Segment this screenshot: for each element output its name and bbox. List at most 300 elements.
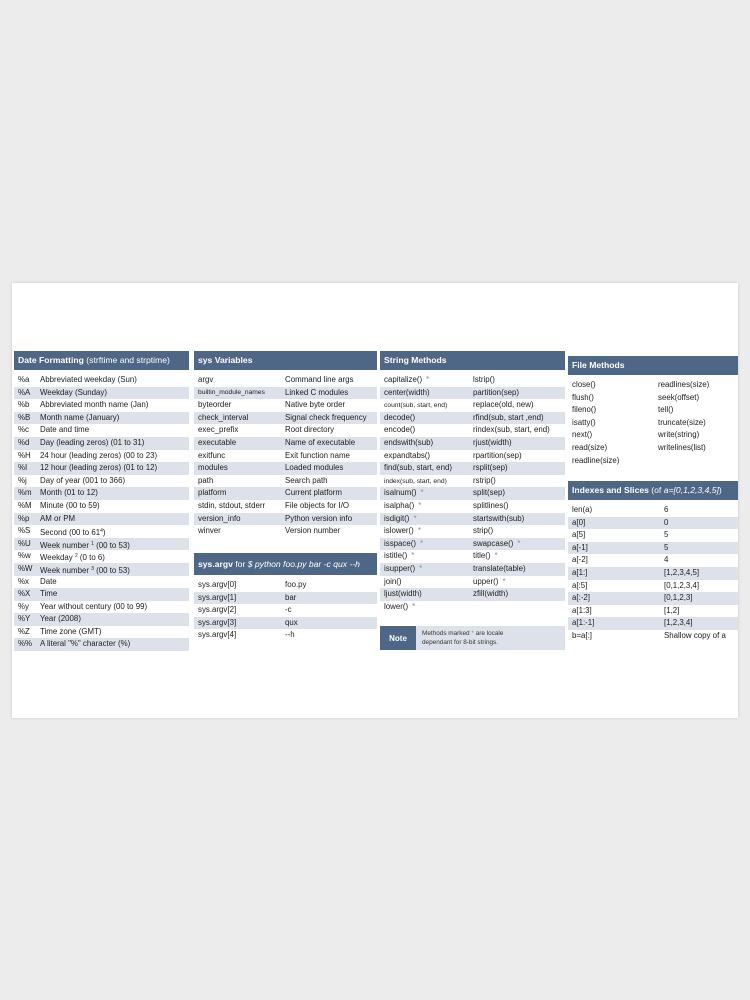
- slice-row: [568, 554, 738, 567]
- indexes-slices-title: Indexes and Slices: [572, 485, 649, 495]
- date-format-desc: [40, 613, 81, 626]
- string-method-name: istitle(): [384, 551, 408, 561]
- string-method-right: [473, 374, 495, 387]
- sys-variable-name: exec_prefix: [198, 425, 239, 435]
- string-method-name: strip(): [473, 526, 494, 536]
- locale-star-marker: *: [411, 551, 415, 561]
- sys-variable-desc: Name of executable: [285, 437, 356, 447]
- date-format-desc-text: 12 hour (leading zeros) (01 to 12): [40, 463, 158, 473]
- date-format-row: [14, 399, 189, 412]
- slice-row: [568, 542, 738, 555]
- string-method-name: count(sub, start, end): [384, 402, 448, 410]
- sys-argv-value: --h: [285, 630, 295, 640]
- string-method-name: isalpha(): [384, 500, 415, 510]
- date-format-code: %S: [18, 526, 31, 536]
- date-format-code: %m: [18, 488, 32, 498]
- date-format-row: [14, 525, 189, 538]
- indexes-slices-title-of: (of: [648, 485, 664, 495]
- file-method-left: flush(): [572, 392, 594, 402]
- cheat-sheet: [12, 283, 738, 718]
- date-format-desc-text: Date and time: [40, 425, 90, 435]
- date-formatting-title: Date Formatting: [18, 355, 84, 365]
- sys-variable-name: stdin, stdout, stderr: [198, 500, 266, 510]
- sys-variable-desc: Python version info: [285, 513, 353, 523]
- string-method-row: [380, 513, 565, 526]
- date-format-desc-text: A literal "%" character (%): [40, 639, 131, 649]
- string-method-name: join(): [384, 576, 402, 586]
- file-method-right: seek(offset): [658, 392, 700, 402]
- date-format-desc: [40, 450, 157, 463]
- string-method-name: replace(old, new): [473, 400, 534, 410]
- string-method-left: [384, 588, 422, 601]
- slice-row: [568, 504, 738, 517]
- date-format-code: %U: [18, 538, 31, 548]
- slice-result: [1,2,3,4,5]: [664, 567, 700, 577]
- date-format-code: %Y: [18, 614, 31, 624]
- string-method-row: [380, 374, 565, 387]
- date-format-desc-text: AM or PM: [40, 513, 76, 523]
- string-method-name: expandtabs(): [384, 450, 431, 460]
- sys-variable-name: executable: [198, 437, 237, 447]
- file-method-left: isatty(): [572, 417, 596, 427]
- file-methods-header: [568, 356, 738, 375]
- date-format-desc: [40, 412, 119, 425]
- string-method-left: [384, 601, 415, 614]
- string-method-name: encode(): [384, 425, 416, 435]
- sys-argv-value: foo.py: [285, 580, 307, 589]
- string-method-name: partition(sep): [473, 387, 520, 397]
- string-method-row: [380, 487, 565, 500]
- string-method-right: [473, 450, 522, 463]
- date-format-desc: [40, 601, 147, 614]
- date-format-desc-after: (00 to 53): [93, 565, 130, 575]
- date-format-desc-text: Date: [40, 576, 57, 586]
- string-method-name: rjust(width): [473, 437, 512, 447]
- sys-argv-row: [194, 604, 377, 617]
- string-method-left: [384, 500, 421, 513]
- string-method-row: [380, 588, 565, 601]
- slice-expression: len(a): [572, 505, 593, 514]
- indexes-slices-title-close: ): [718, 485, 722, 495]
- string-method-right: [473, 563, 526, 576]
- sys-argv-name: sys.argv[3]: [198, 617, 237, 627]
- locale-star-marker: *: [413, 513, 417, 523]
- file-method-right: writelines(list): [658, 442, 706, 452]
- date-format-code: %B: [18, 412, 31, 422]
- sys-variables-header: [194, 351, 377, 370]
- date-format-row: [14, 613, 189, 626]
- date-format-desc-text: Day of year (001 to 366): [40, 475, 126, 485]
- indexes-slices-section: [568, 481, 738, 643]
- sys-variable-desc: Search path: [285, 475, 328, 485]
- string-method-left: [384, 550, 414, 563]
- date-format-desc-after: ): [102, 528, 106, 538]
- file-method-row: [568, 429, 738, 442]
- file-method-left: readline(size): [572, 455, 620, 465]
- slice-result: 4: [664, 555, 669, 565]
- string-method-name: isspace(): [384, 538, 417, 548]
- date-format-desc: [40, 500, 100, 513]
- slice-expression: a[1:]: [572, 567, 588, 577]
- footnote-marker: 2: [74, 553, 78, 560]
- date-format-row: [14, 550, 189, 563]
- date-format-desc-after: (0 to 6): [77, 553, 105, 563]
- sys-variable-row: [194, 387, 377, 400]
- string-method-left: [384, 437, 433, 450]
- date-formatting-section: [14, 351, 189, 651]
- date-format-row: [14, 601, 189, 614]
- date-format-row: [14, 487, 189, 500]
- date-format-desc: [40, 588, 57, 601]
- date-format-code: %A: [18, 387, 31, 397]
- date-format-desc: [40, 424, 89, 437]
- date-format-desc-text: Week number: [40, 540, 92, 550]
- date-format-code: %d: [18, 437, 30, 447]
- file-method-right: readlines(size): [658, 380, 710, 389]
- locale-star-marker: *: [494, 551, 498, 561]
- string-method-left: [384, 450, 430, 463]
- slice-expression: a[-1]: [572, 542, 588, 552]
- string-method-row: [380, 450, 565, 463]
- string-method-name: swapcase(): [473, 538, 514, 548]
- sys-argv-title-for: for: [232, 559, 248, 569]
- sys-variable-row: [194, 399, 377, 412]
- string-method-row: [380, 525, 565, 538]
- date-format-desc: [40, 638, 130, 651]
- string-method-name: capitalize(): [384, 375, 423, 384]
- slice-expression: a[:5]: [572, 580, 588, 590]
- date-format-desc-text: 24 hour (leading zeros) (00 to 23): [40, 450, 158, 460]
- note-text: [422, 630, 522, 647]
- sys-variables-title: sys Variables: [198, 355, 253, 365]
- string-method-name: ljust(width): [384, 589, 422, 599]
- note-text-before: Methods marked: [422, 630, 472, 637]
- sys-argv-value: bar: [285, 592, 297, 602]
- sys-argv-section: [194, 553, 377, 642]
- date-format-desc: [40, 487, 98, 500]
- date-format-code: %w: [18, 551, 31, 561]
- slice-row: [568, 592, 738, 605]
- string-method-row: [380, 576, 565, 589]
- sys-variable-desc: Loaded modules: [285, 463, 344, 473]
- file-method-row: [568, 442, 738, 455]
- string-method-name: center(width): [384, 387, 430, 397]
- string-method-left: [384, 538, 423, 551]
- slice-row: [568, 580, 738, 593]
- string-method-right: [473, 387, 519, 400]
- date-format-code: %y: [18, 601, 29, 611]
- sys-argv-row: [194, 617, 377, 630]
- slice-expression: a[0]: [572, 517, 586, 527]
- locale-star-marker: *: [420, 538, 424, 548]
- indexes-slices-header: [568, 481, 738, 500]
- date-format-code: %p: [18, 513, 30, 523]
- sys-argv-name: sys.argv[2]: [198, 605, 237, 615]
- date-format-desc-text: Minute (00 to 59): [40, 500, 100, 510]
- string-methods-section: [380, 351, 565, 613]
- string-method-row: [380, 550, 565, 563]
- date-format-desc: [40, 374, 137, 387]
- date-format-desc-text: Weekday (Sunday): [40, 387, 107, 397]
- string-method-left: [384, 563, 422, 576]
- sys-argv-name: sys.argv[4]: [198, 630, 237, 640]
- locale-star-marker: *: [417, 526, 421, 536]
- sys-argv-value: qux: [285, 617, 298, 627]
- string-method-right: [473, 437, 512, 450]
- sys-variable-desc: Root directory: [285, 425, 335, 435]
- note-box: [380, 626, 565, 650]
- date-format-desc-text: Month (01 to 12): [40, 488, 98, 498]
- string-method-left: [384, 374, 429, 387]
- note-label: Note: [380, 626, 416, 650]
- slice-result: [0,1,2,3]: [664, 593, 693, 603]
- date-format-row: [14, 638, 189, 651]
- string-method-right: [473, 424, 550, 437]
- slice-result: 6: [664, 505, 669, 514]
- date-format-code: %b: [18, 400, 30, 410]
- sys-variable-desc: Native byte order: [285, 400, 346, 410]
- slice-expression: b=a[:]: [572, 630, 592, 640]
- date-format-row: [14, 588, 189, 601]
- slice-result: 5: [664, 530, 669, 540]
- date-format-row: [14, 513, 189, 526]
- sys-variable-row: [194, 450, 377, 463]
- string-method-right: [473, 576, 506, 589]
- string-method-row: [380, 462, 565, 475]
- string-method-row: [380, 500, 565, 513]
- string-method-right: [473, 399, 534, 412]
- date-format-row: [14, 387, 189, 400]
- indexes-slices-rows: [568, 504, 738, 643]
- string-method-right: [473, 500, 509, 513]
- string-method-right: [473, 513, 524, 526]
- sys-variable-name: winver: [198, 526, 221, 536]
- sys-variable-name: builtin_module_names: [198, 388, 265, 396]
- slice-expression: a[5]: [572, 530, 586, 540]
- sys-variable-name: exitfunc: [198, 450, 226, 460]
- string-method-name: rpartition(sep): [473, 450, 522, 460]
- date-formatting-header: [14, 351, 189, 370]
- string-method-name: lstrip(): [473, 375, 495, 384]
- locale-star-marker: *: [420, 488, 424, 498]
- sys-variable-desc: File objects for I/O: [285, 500, 350, 510]
- string-method-name: rsplit(sep): [473, 463, 508, 473]
- slice-expression: a[-2]: [572, 555, 588, 565]
- locale-star-marker: *: [412, 601, 416, 611]
- string-method-right: [473, 588, 508, 601]
- date-format-desc-text: Year without century (00 to 99): [40, 601, 148, 611]
- footnote-marker: 3: [91, 565, 94, 572]
- string-method-left: [384, 424, 415, 437]
- footnote-marker: 1: [91, 540, 94, 547]
- string-method-name: translate(table): [473, 563, 526, 573]
- sys-variables-rows: [194, 374, 377, 538]
- string-method-name: isdigit(): [384, 513, 410, 523]
- file-method-row: [568, 392, 738, 405]
- date-format-desc-text: Second (00 to 61: [40, 528, 101, 538]
- string-method-name: isalnum(): [384, 488, 417, 498]
- string-method-name: title(): [473, 551, 491, 561]
- string-method-right: [473, 525, 493, 538]
- date-format-desc-text: Time zone (GMT): [40, 626, 102, 636]
- string-method-left: [384, 475, 447, 489]
- date-format-desc-text: Abbreviated month name (Jan): [40, 400, 149, 410]
- sys-argv-name: sys.argv[0]: [198, 580, 237, 589]
- locale-star-marker: *: [419, 563, 423, 573]
- sys-variable-desc: Version number: [285, 526, 341, 536]
- string-method-left: [384, 399, 447, 413]
- date-format-desc-text: Month name (January): [40, 412, 120, 422]
- sys-variables-section: [194, 351, 377, 538]
- sys-argv-name: sys.argv[1]: [198, 592, 237, 602]
- date-format-row: [14, 437, 189, 450]
- string-method-right: [473, 462, 508, 475]
- slice-expression: a[1:-1]: [572, 618, 595, 628]
- date-format-row: [14, 626, 189, 639]
- file-method-left: read(size): [572, 442, 608, 452]
- sys-variable-name: check_interval: [198, 412, 249, 422]
- slice-row: [568, 567, 738, 580]
- date-format-desc-text: Day (leading zeros) (01 to 31): [40, 437, 145, 447]
- file-method-left: close(): [572, 380, 596, 389]
- sys-variable-row: [194, 500, 377, 513]
- file-methods-rows: [568, 379, 738, 467]
- string-method-row: [380, 601, 565, 614]
- date-format-desc-text: Time: [40, 589, 58, 599]
- string-method-left: [384, 513, 417, 526]
- sys-variable-row: [194, 487, 377, 500]
- file-method-left: fileno(): [572, 405, 597, 415]
- file-methods-title: File Methods: [572, 360, 625, 370]
- sys-variable-desc: Signal check frequency: [285, 412, 367, 422]
- date-format-row: [14, 450, 189, 463]
- string-method-name: startswith(sub): [473, 513, 525, 523]
- slice-row: [568, 605, 738, 618]
- slice-row: [568, 529, 738, 542]
- string-method-right: [473, 538, 520, 551]
- date-format-row: [14, 563, 189, 576]
- date-format-row: [14, 462, 189, 475]
- file-method-row: [568, 455, 738, 468]
- date-format-code: %%: [18, 639, 33, 649]
- date-formatting-rows: [14, 374, 189, 651]
- string-method-left: [384, 412, 415, 425]
- sys-variable-row: [194, 475, 377, 488]
- string-method-name: rindex(sub, start, end): [473, 425, 550, 435]
- string-method-row: [380, 475, 565, 488]
- footnote-marker: 4: [100, 528, 103, 535]
- string-method-name: endswith(sub): [384, 437, 434, 447]
- string-method-name: islower(): [384, 526, 414, 536]
- string-method-row: [380, 563, 565, 576]
- locale-star-marker: *: [418, 500, 422, 510]
- slice-expression: a[:-2]: [572, 593, 590, 603]
- string-method-left: [384, 487, 424, 500]
- date-format-desc: [40, 626, 102, 639]
- string-method-row: [380, 538, 565, 551]
- sys-variable-name: version_info: [198, 513, 241, 523]
- date-format-desc: [40, 399, 148, 412]
- sys-variable-row: [194, 462, 377, 475]
- slice-expression: a[1:3]: [572, 605, 592, 615]
- date-format-code: %c: [18, 425, 29, 435]
- sys-argv-value: -c: [285, 605, 292, 615]
- file-method-row: [568, 417, 738, 430]
- date-format-code: %X: [18, 589, 31, 599]
- sys-argv-row: [194, 579, 377, 592]
- sys-argv-row: [194, 592, 377, 605]
- string-method-row: [380, 424, 565, 437]
- date-format-desc: [40, 387, 107, 400]
- sys-variable-row: [194, 437, 377, 450]
- slice-result: [1,2,3,4]: [664, 618, 693, 628]
- string-method-left: [384, 525, 421, 538]
- note-text-after: are locale dependant for 8-bit strings.: [422, 630, 504, 646]
- date-format-code: %x: [18, 576, 29, 586]
- note-star: *: [471, 630, 474, 637]
- indexes-slices-title-expr: a=[0,1,2,3,4,5]: [663, 485, 719, 495]
- slice-result: Shallow copy of a: [664, 630, 726, 640]
- string-method-name: rstrip(): [473, 475, 496, 485]
- date-format-row: [14, 576, 189, 589]
- locale-star-marker: *: [517, 538, 521, 548]
- sys-variable-name: argv: [198, 375, 214, 384]
- date-format-code: %a: [18, 375, 30, 384]
- date-format-row: [14, 538, 189, 551]
- string-method-left: [384, 462, 452, 475]
- string-method-name: isupper(): [384, 563, 416, 573]
- string-method-left: [384, 387, 430, 400]
- string-method-name: lower(): [384, 601, 409, 611]
- string-method-right: [473, 550, 498, 563]
- sys-argv-rows: [194, 579, 377, 642]
- sys-variable-name: modules: [198, 463, 228, 473]
- file-methods-section: [568, 356, 738, 467]
- slice-result: 5: [664, 542, 669, 552]
- sys-argv-title: sys.argv: [198, 559, 233, 569]
- date-format-row: [14, 424, 189, 437]
- string-method-name: index(sub, start, end): [384, 477, 447, 485]
- string-method-name: rfind(sub, start ,end): [473, 412, 544, 422]
- sys-variable-desc: Current platform: [285, 488, 343, 498]
- sys-variable-row: [194, 424, 377, 437]
- date-format-desc: [40, 513, 75, 526]
- locale-star-marker: *: [426, 375, 430, 384]
- date-format-code: %Z: [18, 626, 30, 636]
- string-methods-rows: [380, 374, 565, 613]
- file-method-right: truncate(size): [658, 417, 706, 427]
- date-format-desc-after: (00 to 53): [93, 540, 130, 550]
- string-method-right: [473, 412, 544, 425]
- slice-result: [0,1,2,3,4]: [664, 580, 700, 590]
- string-methods-title: String Methods: [384, 355, 447, 365]
- sys-variable-desc: Command line args: [285, 375, 354, 384]
- sys-variable-name: byteorder: [198, 400, 232, 410]
- date-format-desc: [40, 475, 125, 488]
- date-format-code: %I: [18, 463, 28, 473]
- string-method-row: [380, 399, 565, 412]
- date-format-row: [14, 500, 189, 513]
- sys-argv-header: [194, 553, 377, 575]
- date-format-code: %M: [18, 500, 32, 510]
- sys-variable-row: [194, 525, 377, 538]
- date-format-code: %j: [18, 475, 27, 485]
- string-method-name: zfill(width): [473, 589, 509, 599]
- file-method-right: write(string): [658, 430, 700, 440]
- sys-variable-row: [194, 513, 377, 526]
- string-method-name: splitlines(): [473, 500, 509, 510]
- date-formatting-subtitle: (strftime and strptime): [86, 355, 170, 365]
